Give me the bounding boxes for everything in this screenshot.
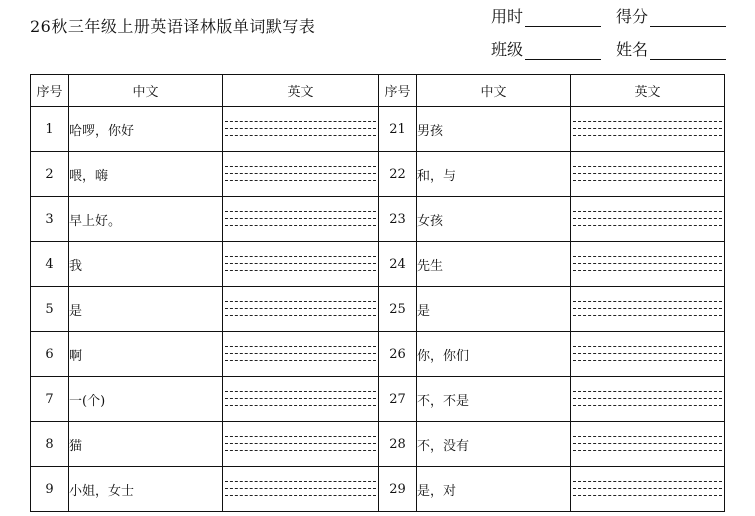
writing-guide-line — [573, 360, 722, 361]
english-answer-blank[interactable] — [571, 332, 725, 377]
score-field — [616, 4, 726, 27]
row-number: 5 — [31, 287, 69, 332]
score-label: 得分 — [616, 7, 649, 26]
name-label: 姓名 — [616, 40, 649, 59]
writing-guide-line — [573, 353, 722, 354]
class-blank-line — [525, 45, 601, 60]
header-en-right: 英文 — [571, 75, 725, 107]
writing-guide-line — [225, 263, 376, 264]
chinese-word: 喂，嗨 — [69, 152, 223, 197]
chinese-word: 女孩 — [417, 197, 571, 242]
name-field — [616, 37, 726, 60]
chinese-word: 是 — [417, 287, 571, 332]
writing-guide-line — [573, 488, 722, 489]
writing-guide-line — [225, 481, 376, 482]
writing-guide-line — [573, 173, 722, 174]
writing-guide-line — [225, 135, 376, 136]
chinese-word: 先生 — [417, 242, 571, 287]
chinese-word: 我 — [69, 242, 223, 287]
row-number: 26 — [379, 332, 417, 377]
writing-guide-line — [225, 121, 376, 122]
english-answer-blank[interactable] — [571, 152, 725, 197]
english-answer-blank[interactable] — [223, 377, 379, 422]
writing-guide-line — [225, 301, 376, 302]
english-answer-blank[interactable] — [571, 422, 725, 467]
chinese-word: 一(个) — [69, 377, 223, 422]
row-number: 28 — [379, 422, 417, 467]
row-number: 1 — [31, 107, 69, 152]
row-number: 29 — [379, 467, 417, 512]
writing-guide-line — [225, 360, 376, 361]
english-answer-blank[interactable] — [571, 107, 725, 152]
writing-guide-line — [573, 436, 722, 437]
writing-guide-line — [573, 135, 722, 136]
writing-guide-line — [573, 398, 722, 399]
class-field — [491, 37, 601, 60]
table-row — [31, 197, 725, 242]
english-answer-blank[interactable] — [571, 287, 725, 332]
writing-guide-line — [573, 256, 722, 257]
writing-guide-line — [225, 270, 376, 271]
english-answer-blank[interactable] — [223, 197, 379, 242]
chinese-word: 是 — [69, 287, 223, 332]
row-number: 2 — [31, 152, 69, 197]
header-num-left: 序号 — [31, 75, 69, 107]
writing-guide-line — [225, 346, 376, 347]
english-answer-blank[interactable] — [223, 152, 379, 197]
writing-guide-line — [225, 488, 376, 489]
writing-guide-line — [225, 256, 376, 257]
chinese-word: 啊 — [69, 332, 223, 377]
writing-guide-line — [225, 166, 376, 167]
writing-guide-line — [573, 180, 722, 181]
writing-guide-line — [225, 443, 376, 444]
english-answer-blank[interactable] — [571, 197, 725, 242]
row-number: 24 — [379, 242, 417, 287]
writing-guide-line — [225, 173, 376, 174]
table-row — [31, 152, 725, 197]
table-row — [31, 287, 725, 332]
name-blank-line — [650, 45, 726, 60]
writing-guide-line — [573, 391, 722, 392]
english-answer-blank[interactable] — [571, 242, 725, 287]
chinese-word: 是，对 — [417, 467, 571, 512]
header-num-right: 序号 — [379, 75, 417, 107]
writing-guide-line — [225, 128, 376, 129]
writing-guide-line — [573, 218, 722, 219]
row-number: 6 — [31, 332, 69, 377]
row-number: 7 — [31, 377, 69, 422]
chinese-word: 你，你们 — [417, 332, 571, 377]
row-number: 8 — [31, 422, 69, 467]
english-answer-blank[interactable] — [571, 467, 725, 512]
writing-guide-line — [225, 353, 376, 354]
table-row — [31, 332, 725, 377]
writing-guide-line — [225, 450, 376, 451]
chinese-word: 小姐，女士 — [69, 467, 223, 512]
score-blank-line — [650, 12, 726, 27]
writing-guide-line — [573, 450, 722, 451]
writing-guide-line — [573, 211, 722, 212]
table-row — [31, 377, 725, 422]
writing-guide-line — [225, 180, 376, 181]
chinese-word: 早上好。 — [69, 197, 223, 242]
table-row — [31, 242, 725, 287]
row-number: 23 — [379, 197, 417, 242]
writing-guide-line — [573, 346, 722, 347]
writing-guide-line — [573, 121, 722, 122]
chinese-word: 哈啰，你好 — [69, 107, 223, 152]
header-en-left: 英文 — [223, 75, 379, 107]
english-answer-blank[interactable] — [223, 242, 379, 287]
table-row — [31, 107, 725, 152]
writing-guide-line — [225, 405, 376, 406]
time-field — [491, 4, 601, 27]
writing-guide-line — [573, 166, 722, 167]
writing-guide-line — [225, 436, 376, 437]
chinese-word: 不，没有 — [417, 422, 571, 467]
english-answer-blank[interactable] — [223, 107, 379, 152]
writing-guide-line — [573, 301, 722, 302]
table-row — [31, 422, 725, 467]
writing-guide-line — [573, 225, 722, 226]
chinese-word: 不，不是 — [417, 377, 571, 422]
chinese-word: 猫 — [69, 422, 223, 467]
writing-guide-line — [225, 495, 376, 496]
row-number: 25 — [379, 287, 417, 332]
time-blank-line — [525, 12, 601, 27]
writing-guide-line — [573, 315, 722, 316]
table-row — [31, 467, 725, 512]
page-title: 26秋三年级上册英语译林版单词默写表 — [30, 17, 316, 36]
writing-guide-line — [573, 481, 722, 482]
writing-guide-line — [573, 308, 722, 309]
english-answer-blank[interactable] — [223, 467, 379, 512]
writing-guide-line — [225, 211, 376, 212]
writing-guide-line — [573, 443, 722, 444]
writing-guide-line — [225, 225, 376, 226]
writing-guide-line — [573, 128, 722, 129]
writing-guide-line — [573, 495, 722, 496]
row-number: 21 — [379, 107, 417, 152]
writing-guide-line — [225, 391, 376, 392]
row-number: 4 — [31, 242, 69, 287]
writing-guide-line — [225, 308, 376, 309]
row-number: 22 — [379, 152, 417, 197]
writing-guide-line — [573, 405, 722, 406]
writing-guide-line — [573, 263, 722, 264]
chinese-word: 男孩 — [417, 107, 571, 152]
english-answer-blank[interactable] — [571, 377, 725, 422]
row-number: 27 — [379, 377, 417, 422]
writing-guide-line — [573, 270, 722, 271]
header-cn-right: 中文 — [417, 75, 571, 107]
row-number: 3 — [31, 197, 69, 242]
english-answer-blank[interactable] — [223, 332, 379, 377]
header-cn-left: 中文 — [69, 75, 223, 107]
writing-guide-line — [225, 218, 376, 219]
english-answer-blank[interactable] — [223, 422, 379, 467]
english-answer-blank[interactable] — [223, 287, 379, 332]
table-header-row — [31, 75, 725, 107]
class-label: 班级 — [491, 40, 524, 59]
time-label: 用时 — [491, 7, 524, 26]
vocabulary-table — [30, 74, 725, 512]
row-number: 9 — [31, 467, 69, 512]
chinese-word: 和，与 — [417, 152, 571, 197]
writing-guide-line — [225, 398, 376, 399]
writing-guide-line — [225, 315, 376, 316]
